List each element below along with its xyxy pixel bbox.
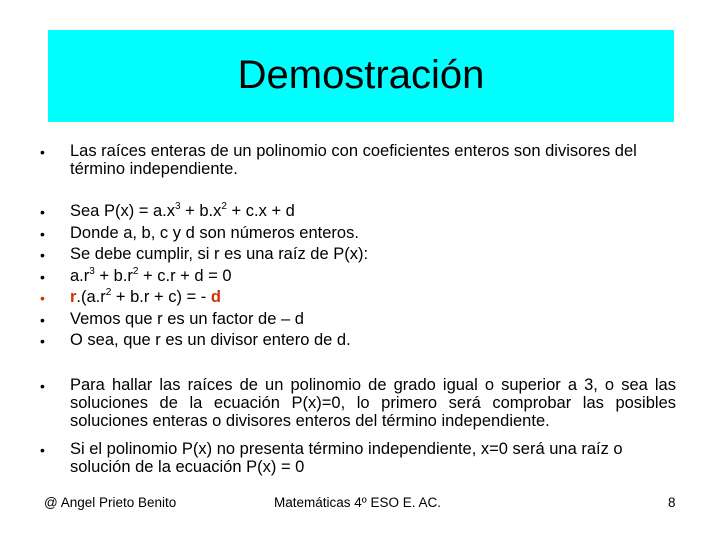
bullet-icon: • xyxy=(40,144,45,160)
paragraph-block-3 xyxy=(0,376,720,483)
bullet-text: O sea, que r es un divisor entero de d. xyxy=(70,331,351,349)
bullet-item xyxy=(0,224,720,246)
bullet-icon: • xyxy=(40,442,45,458)
highlight-d: d xyxy=(210,288,221,306)
bullet-icon: • xyxy=(40,311,45,328)
footer-author: @ Angel Prieto Benito xyxy=(44,495,177,510)
bullet-item xyxy=(0,331,720,353)
paragraph-block-1 xyxy=(0,142,720,185)
bullet-item xyxy=(0,288,720,310)
bullet-text: Si el polinomio P(x) no presenta término independiente, x=0 será una raíz o solución de la ecuación P(x) = 0 xyxy=(70,440,623,476)
bullet-text: Sea $P(x) = a.x^3 + b.x^2 + c.x + d$ xyxy=(70,201,295,220)
bullet-item xyxy=(0,142,720,185)
slide-title: Demostración xyxy=(237,53,485,97)
paragraph-block-2 xyxy=(0,202,720,353)
bullet-item xyxy=(0,202,720,224)
bullet-item xyxy=(0,267,720,289)
bullet-icon: • xyxy=(40,225,45,242)
bullet-icon: • xyxy=(40,333,45,349)
bullet-text: Se debe cumplir, si r es una raíz de P(x): xyxy=(70,245,369,263)
bullet-text: $r.(a.r^2 + b.r + c)$ = - d xyxy=(70,287,221,306)
title-box xyxy=(48,30,674,122)
bullet-item xyxy=(0,376,720,440)
bullet-text: Vemos que r es un factor de – d xyxy=(70,309,304,328)
footer-course: Matemáticas 4º ESO E. AC. xyxy=(274,495,441,510)
bullet-icon: • xyxy=(40,247,45,263)
highlight-r: r xyxy=(70,288,77,306)
bullet-icon: • xyxy=(40,268,45,285)
bullet-icon: • xyxy=(40,204,45,220)
bullet-text: Donde a, b, c y d son números enteros. xyxy=(70,223,359,242)
bullet-item xyxy=(0,440,720,483)
bullet-item xyxy=(0,310,720,332)
bullet-text: Las raíces enteras de un polinomio con coeficientes enteros son divisores del término independiente. xyxy=(70,142,637,178)
bullet-item xyxy=(0,245,720,267)
bullet-icon: • xyxy=(40,290,45,306)
bullet-text: $a.r^3 + b.r^2 + c.r + d = 0$ xyxy=(70,265,232,285)
bullet-icon: • xyxy=(40,378,45,394)
page-number: 8 xyxy=(668,495,676,510)
bullet-text: Para hallar las raíces de un polinomio de grado igual o superior a 3, o sea las soluciones de la ecuación P(x)=0, lo primero será comprobar las posibles soluciones enteras o divisores enteros del término independiente. xyxy=(70,376,676,430)
